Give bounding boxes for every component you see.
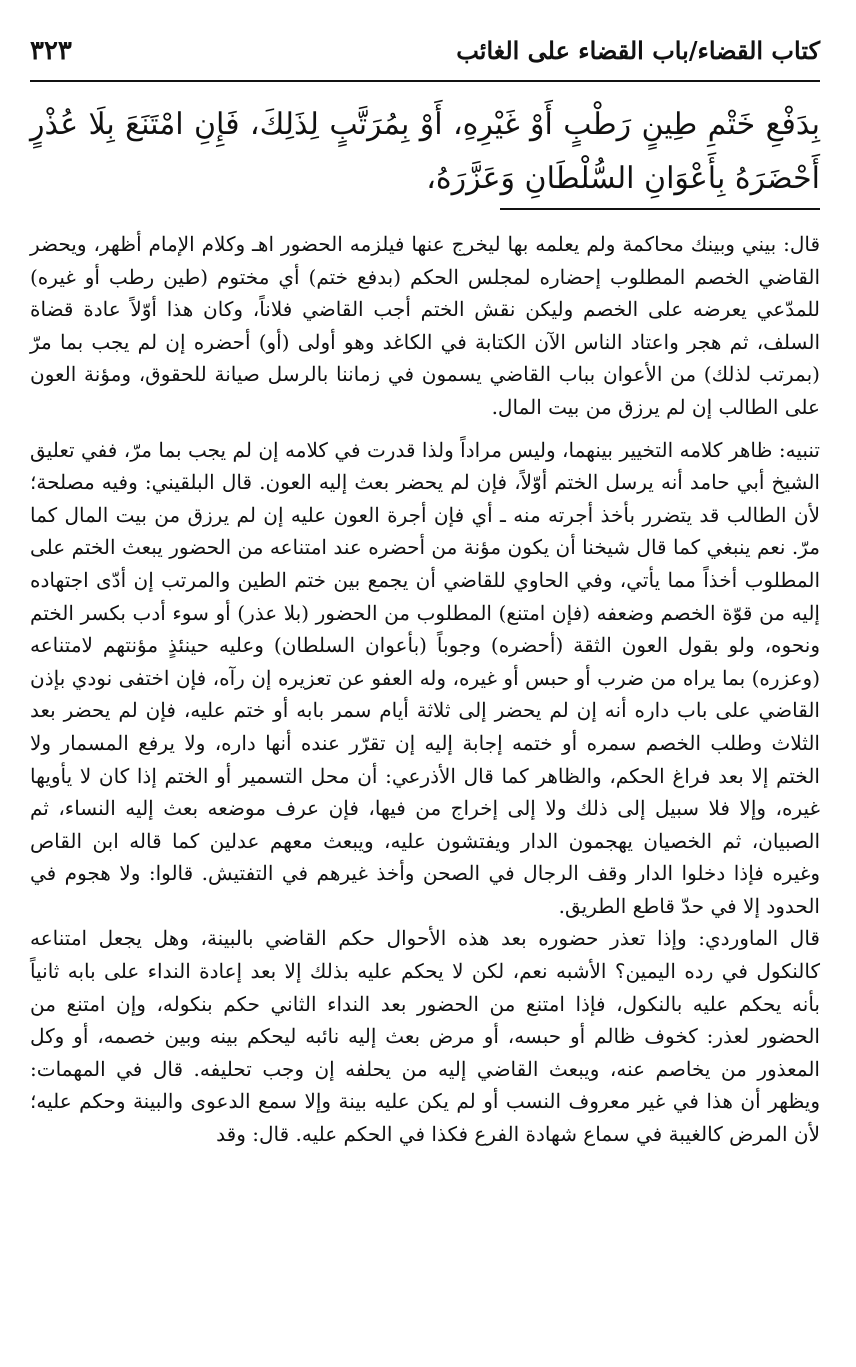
- header-title: كتاب القضاء/باب القضاء على الغائب: [456, 36, 820, 65]
- commentary-paragraph-1: قال: بيني وبينك محاكمة ولم يعلمه بها ليخرج عنها فيلزمه الحضور اهـ وكلام الإمام أظهر، ويحضر القاضي الخصم المطلوب إحضاره لمجلس الحكم (بدفع ختم) أي مختوم (طين رطب أو غيره) للمدّعي يعرضه على الخصم وليكن نقش الختم أجب القاضي فلاناً، وكان هذا أوّلاً عادة قضاة السلف، ثم هجر واعتاد الناس الآن الكتابة في الكاغد وهو أولى (أو) أحضره إن لم يجب بما مرّ (بمرتب لذلك) من الأعوان بباب القاضي يسمون في زماننا بالرسل صيانة للحقوق، ومؤنة العون على الطالب إن لم يرزق من بيت المال.: [30, 232, 820, 419]
- page-number: ٣٢٣: [30, 36, 72, 66]
- commentary-paragraph-2: تنبيه: ظاهر كلامه التخيير بينهما، وليس مراداً ولذا قدرت في كلامه إن لم يجب بما مرّ، ففي تعليق الشيخ أبي حامد أنه يرسل الختم أوّلاً، فإن لم يحضر بعث إليه العون. قال البلقيني: وفيه مصلحة؛ لأن الطالب قد يتضرر بأخذ أجرته منه ـ أي فإن أجرة العون عليه إن لم يرزق من بيت المال كما مرّ. نعم ينبغي كما قال شيخنا أن يكون مؤنة من أحضره عند امتناعه من الحضور يبعث الختم على المطلوب أخذاً مما يأتي، وفي الحاوي للقاضي أن يجمع بين ختم الطين والمرتب إن أدّى اجتهاده إليه من قوّة الخصم وضعفه (فإن امتنع) المطلوب من الحضور (بلا عذر) أو سوء أدب بكسر الختم ونحوه، ولو بقول العون الثقة (أحضره) وجوباً (بأعوان السلطان) وعليه حينئذٍ مؤنتهم لامتناعه (وعزره) بما يراه من ضرب أو حبس أو غيره، وله العفو عن تعزيره إن رآه، فإن اختفى نودي بإذن القاضي على باب داره أنه إن لم يحضر إلى ثلاثة أيام سمر بابه أو ختم عليه، فإن لم يحضر بعد الثلاث وطلب الخصم سمره أو ختمه إجابة إليه إن تقرّر عنده أنها داره، ولا يرفع المسمار ولا الختم إلا بعد فراغ الحكم، والظاهر كما قال الأذرعي: أن محل التسمير أو الختم إذا كان لا يأويها غيره، وإلا فلا سبيل إلى ذلك ولا إلى إخراج من فيها، فإن عرف موضعه بعث إليه النساء، ثم الصبيان، ثم الخصيان يهجمون الدار ويفتشون عليه، ويبعث معهم عدلين كما قاله ابن القاص وغيره فإذا دخلوا الدار وقف الرجال في الصحن وأخذ غيرهم في التفتيش. قالوا: ولا هجوم في الحدود إلا في حدّ قاطع الطريق.: [30, 437, 821, 918]
- main-text: بِدَفْعِ خَتْمِ طِينٍ رَطْبٍ أَوْ غَيْرِهِ، أَوْ بِمُرَتَّبٍ لِذَلِكَ، فَإِنِ امْتَنَعَ بِلَا عُذْرٍ أَحْضَرَهُ بِأَعْوَانِ السُّلْطَانِ وَعَزَّرَهُ،: [30, 107, 820, 196]
- separator-rule: [500, 208, 820, 210]
- running-header: [30, 28, 820, 82]
- commentary: [30, 228, 820, 1161]
- commentary-paragraph-3: قال الماوردي: وإذا تعذر حضوره بعد هذه الأحوال حكم القاضي بالبينة، وهل يجعل امتناعه كالنكول في رده اليمين؟ الأشبه نعم، لكن لا يحكم عليه بذلك إلا بعد إعادة النداء على بابه ثانياً بأنه يحكم عليه بالنكول، فإذا امتنع من الحضور بعد النداء الثاني حكم بنكوله، وإن امتنع من الحضور لعذر: كخوف ظالم أو حبسه، أو مرض بعث إليه نائبه ليحكم بينه وبين خصمه، أو وكل المعذور من يخاصم عنه، ويبعث القاضي إليه من يحلفه إن وجب تحليفه. قال في المهمات: ويظهر أن هذا في غير معروف النسب أو لم يكن عليه بينة وإلا سمع الدعوى والبينة وحكم عليه؛ لأن المرض كالغيبة في سماع شهادة الفرع فكذا في الحكم عليه. قال: وقد: [30, 926, 820, 1147]
- book-page: [30, 28, 820, 1348]
